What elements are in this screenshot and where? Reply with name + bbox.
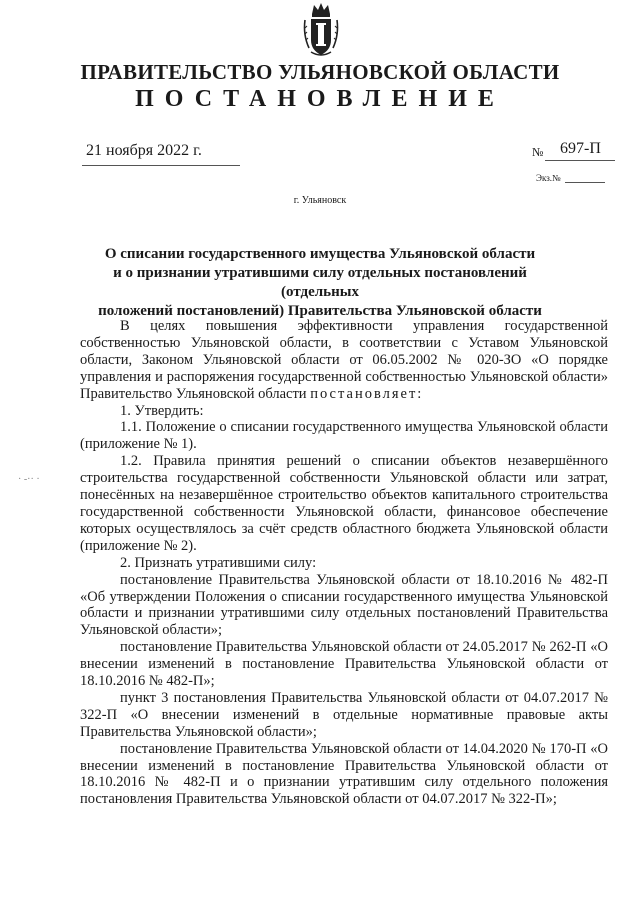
preamble-text: В целях повышения эффективности управления государственной собственностью Ульяновской области, в соответствии с Уставом Ульяновской области, Законом Ульяновской области от 06.05.2002 № 020-ЗО «О порядке управления и распоряжения государственной собственностью Ульяновской области» Правительство Ульяновской области	[80, 318, 608, 402]
heading-line-3: положений постановлений) Правительства Ульяновской области	[98, 303, 542, 319]
clause-2-item-c: пункт 3 постановления Правительства Ульяновской области от 04.07.2017 № 322-П «О внесении изменений в отдельные нормативные правовые акты Правительства Ульяновской области»;	[80, 689, 608, 740]
heading-line-1: О списании государственного имущества Ульяновской области	[104, 246, 536, 262]
number-underline	[545, 160, 615, 161]
clause-2-item-a: постановление Правительства Ульяновской области от 18.10.2016 № 482-П «Об утверждении Положения о списании государственного имущества Ульяновской области и признании утратившими силу отдельных постановлений Правительства Ульяновской области»;	[80, 571, 608, 639]
clause-2-item-d: постановление Правительства Ульяновской области от 14.04.2020 № 170-П «О внесении изменений в постановление Правительства Ульяновской области от 18.10.2016 № 482-П и о признании утратившим силу отдельного положения постановления Правительства Ульяновской области от 04.07.2017 № 322-П»;	[80, 740, 608, 808]
copy-number-label: Экз.№	[536, 173, 561, 183]
date-underline	[82, 165, 240, 166]
document-number: 697-П	[560, 140, 601, 157]
city-name: г. Ульяновск	[293, 195, 347, 206]
clause-1-2: 1.2. Правила принятия решений о списании объектов незавершённого строительства государственной собственности Ульяновской области или затрат, понесённых на незавершённое строительство объектов капитального строительства государственной собственности Ульяновской области, финансовое обеспечение которых осуществлялось за счёт средств областного бюджета Ульяновской области (приложение № 2).	[80, 453, 608, 554]
document-body	[80, 318, 608, 808]
scan-artifact-mark: · -·· ·	[18, 474, 40, 485]
government-title: ПРАВИТЕЛЬСТВО УЛЬЯНОВСКОЙ ОБЛАСТИ	[80, 60, 560, 84]
heading-line-2: и о признании утратившими силу отдельных постановлений (отдельных	[113, 265, 527, 300]
resolution-keyword: постановляет:	[310, 385, 424, 402]
document-heading	[90, 245, 550, 321]
preamble-paragraph	[80, 318, 608, 403]
clause-2: 2. Признать утратившими силу:	[120, 554, 317, 571]
clause-1: 1. Утвердить:	[120, 402, 204, 419]
copy-number-underline	[565, 182, 605, 183]
clause-2-item-b: постановление Правительства Ульяновской области от 24.05.2017 № 262-П «О внесении изменений в постановление Правительства Ульяновской области от 18.10.2016 № 482-П»;	[80, 639, 608, 690]
coat-of-arms-emblem	[302, 0, 340, 58]
number-sign: №	[532, 145, 544, 159]
document-date: 21 ноября 2022 г.	[86, 142, 202, 159]
clause-1-1: 1.1. Положение о списании государственного имущества Ульяновской области (приложение № 1).	[80, 419, 608, 453]
document-type-title: ПОСТАНОВЛЕНИЕ	[135, 86, 505, 112]
